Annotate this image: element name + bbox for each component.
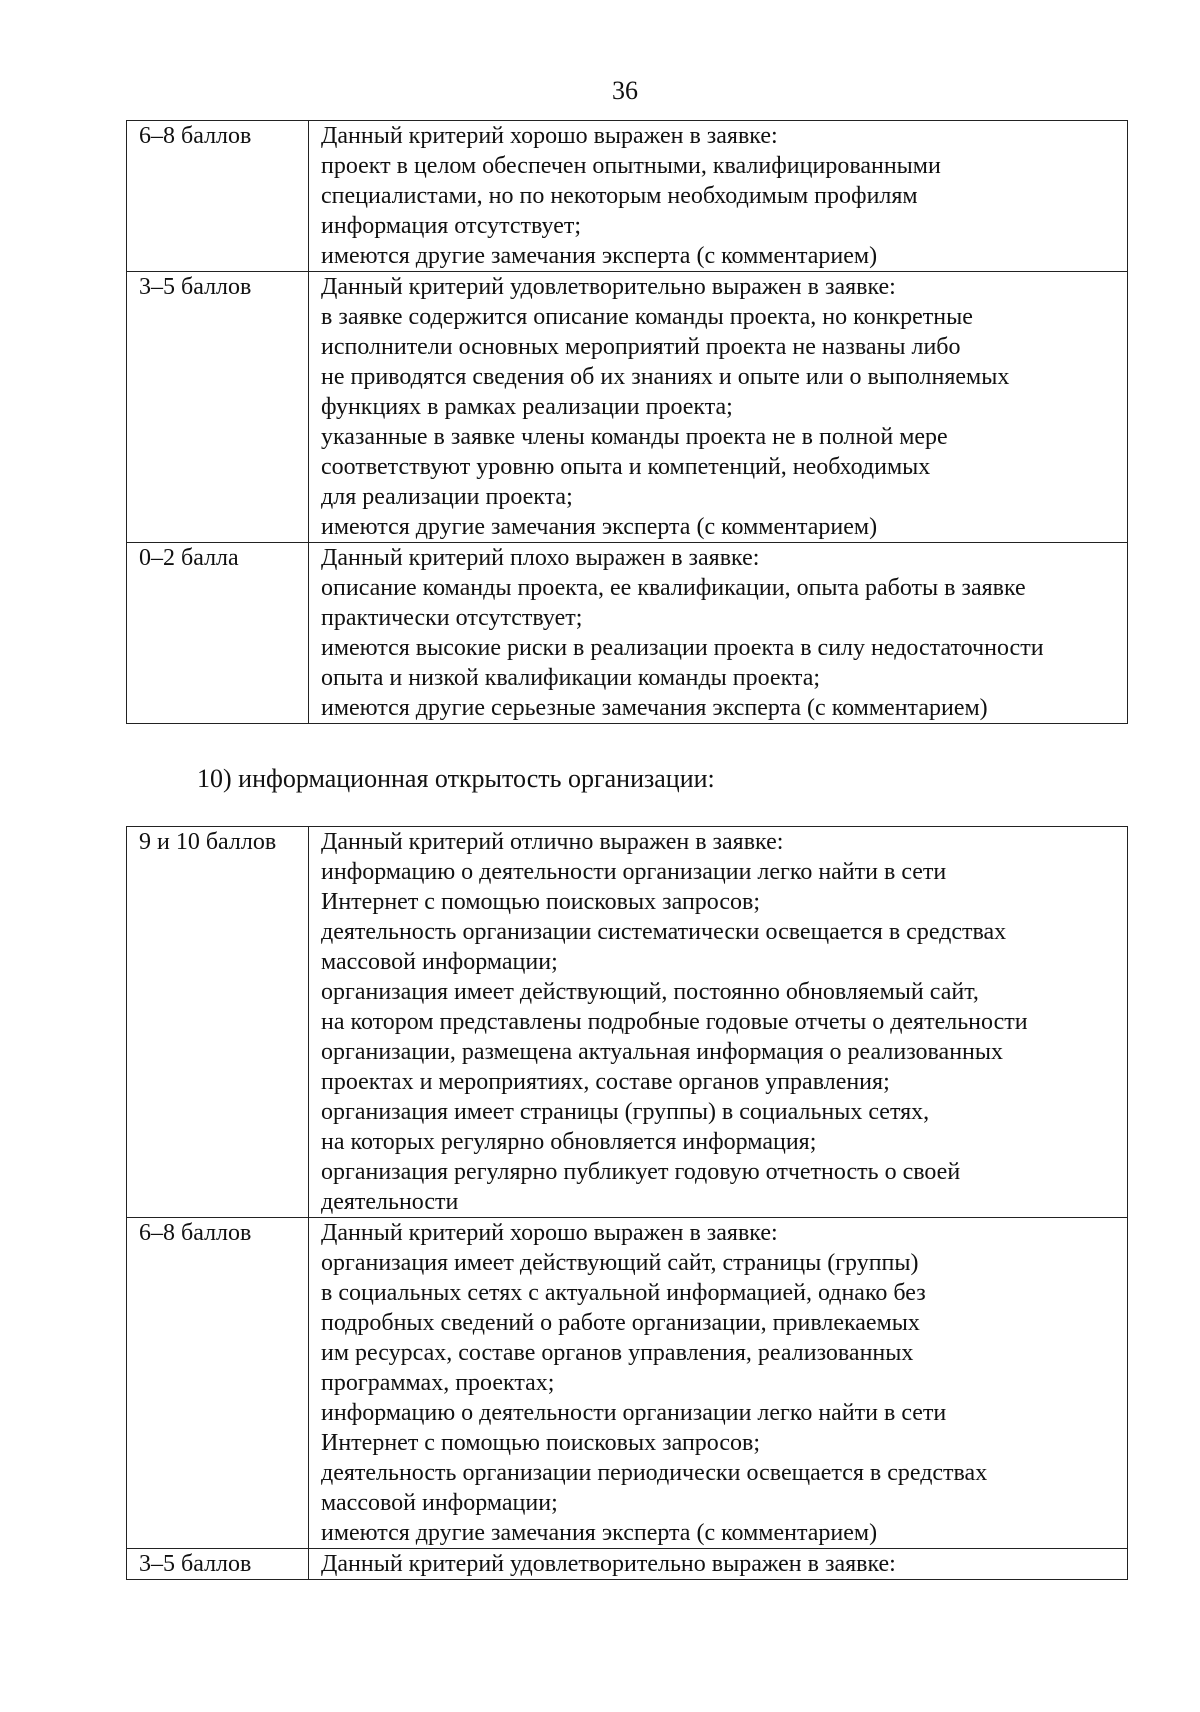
score-cell: 0–2 балла [127, 543, 309, 724]
description-line: имеются другие замечания эксперта (с комментарием) [321, 243, 878, 269]
description-line: организация имеет действующий, постоянно обновляемый сайт, [321, 979, 979, 1005]
criteria-table-body [127, 827, 1128, 1580]
description-line: в заявке содержится описание команды проекта, но конкретные [321, 304, 973, 330]
description-line: деятельность организации периодически освещается в средствах [321, 1460, 988, 1486]
description-cell [309, 121, 1128, 272]
criteria-table-body [127, 121, 1128, 724]
description-line: организация имеет действующий сайт, страницы (группы) [321, 1250, 919, 1276]
description-line: указанные в заявке члены команды проекта не в полной мере [321, 424, 948, 450]
description-line: Данный критерий удовлетворительно выражен в заявке: [321, 1551, 896, 1577]
criteria-row [127, 1218, 1128, 1549]
description-cell [309, 543, 1128, 724]
description-line: деятельности [321, 1189, 459, 1215]
criteria-row [127, 827, 1128, 1218]
description-line: имеются другие замечания эксперта (с комментарием) [321, 514, 878, 540]
score-cell: 6–8 баллов [127, 121, 309, 272]
description-line: Данный критерий хорошо выражен в заявке: [321, 1220, 778, 1246]
description-line: информацию о деятельности организации легко найти в сети [321, 1400, 947, 1426]
description-line: имеются высокие риски в реализации проекта в силу недостаточности [321, 635, 1044, 661]
criteria-table-openness [126, 826, 1128, 1580]
criteria-row [127, 543, 1128, 724]
description-line: Данный критерий удовлетворительно выражен в заявке: [321, 274, 896, 300]
description-line: информацию о деятельности организации легко найти в сети [321, 859, 947, 885]
description-line: Данный критерий хорошо выражен в заявке: [321, 123, 778, 149]
score-cell: 3–5 баллов [127, 272, 309, 543]
description-line: информация отсутствует; [321, 213, 582, 239]
description-cell [309, 1549, 1128, 1580]
description-line: опыта и низкой квалификации команды проекта; [321, 665, 821, 691]
description-line: Интернет с помощью поисковых запросов; [321, 1430, 761, 1456]
description-line: в социальных сетях с актуальной информацией, однако без [321, 1280, 926, 1306]
description-line: Данный критерий отлично выражен в заявке: [321, 829, 784, 855]
score-cell: 6–8 баллов [127, 1218, 309, 1549]
description-line: функциях в рамках реализации проекта; [321, 394, 733, 420]
description-line: имеются другие замечания эксперта (с комментарием) [321, 1520, 878, 1546]
description-line: на которых регулярно обновляется информация; [321, 1129, 817, 1155]
description-line: соответствуют уровню опыта и компетенций, необходимых [321, 454, 931, 480]
description-cell [309, 272, 1128, 543]
description-line: организация имеет страницы (группы) в социальных сетях, [321, 1099, 930, 1125]
description-line: Данный критерий плохо выражен в заявке: [321, 545, 760, 571]
criteria-table-team [126, 120, 1128, 724]
description-line: Интернет с помощью поисковых запросов; [321, 889, 761, 915]
description-line: массовой информации; [321, 1490, 558, 1516]
criteria-row [127, 1549, 1128, 1580]
description-line: не приводятся сведения об их знаниях и опыте или о выполняемых [321, 364, 1010, 390]
description-line: деятельность организации систематически освещается в средствах [321, 919, 1007, 945]
description-line: проект в целом обеспечен опытными, квалифицированными [321, 153, 941, 179]
description-line: проектах и мероприятиях, составе органов управления; [321, 1069, 890, 1095]
description-line: им ресурсах, составе органов управления, реализованных [321, 1340, 914, 1366]
criteria-row [127, 121, 1128, 272]
description-line: описание команды проекта, ее квалификации, опыта работы в заявке [321, 575, 1026, 601]
score-cell: 3–5 баллов [127, 1549, 309, 1580]
description-line: массовой информации; [321, 949, 558, 975]
description-line: исполнители основных мероприятий проекта не названы либо [321, 334, 961, 360]
description-line: имеются другие серьезные замечания эксперта (с комментарием) [321, 695, 988, 721]
score-cell: 9 и 10 баллов [127, 827, 309, 1218]
criteria-row [127, 272, 1128, 543]
description-cell [309, 1218, 1128, 1549]
description-line: практически отсутствует; [321, 605, 583, 631]
description-line: организация регулярно публикует годовую отчетность о своей [321, 1159, 961, 1185]
description-line: подробных сведений о работе организации, привлекаемых [321, 1310, 920, 1336]
page-number: 36 [612, 76, 638, 105]
section-heading: 10) информационная открытость организации: [197, 764, 715, 793]
description-line: на котором представлены подробные годовые отчеты о деятельности [321, 1009, 1028, 1035]
description-line: организации, размещена актуальная информация о реализованных [321, 1039, 1004, 1065]
description-line: для реализации проекта; [321, 484, 573, 510]
description-cell [309, 827, 1128, 1218]
description-line: программах, проектах; [321, 1370, 555, 1396]
description-line: специалистами, но по некоторым необходимым профилям [321, 183, 918, 209]
